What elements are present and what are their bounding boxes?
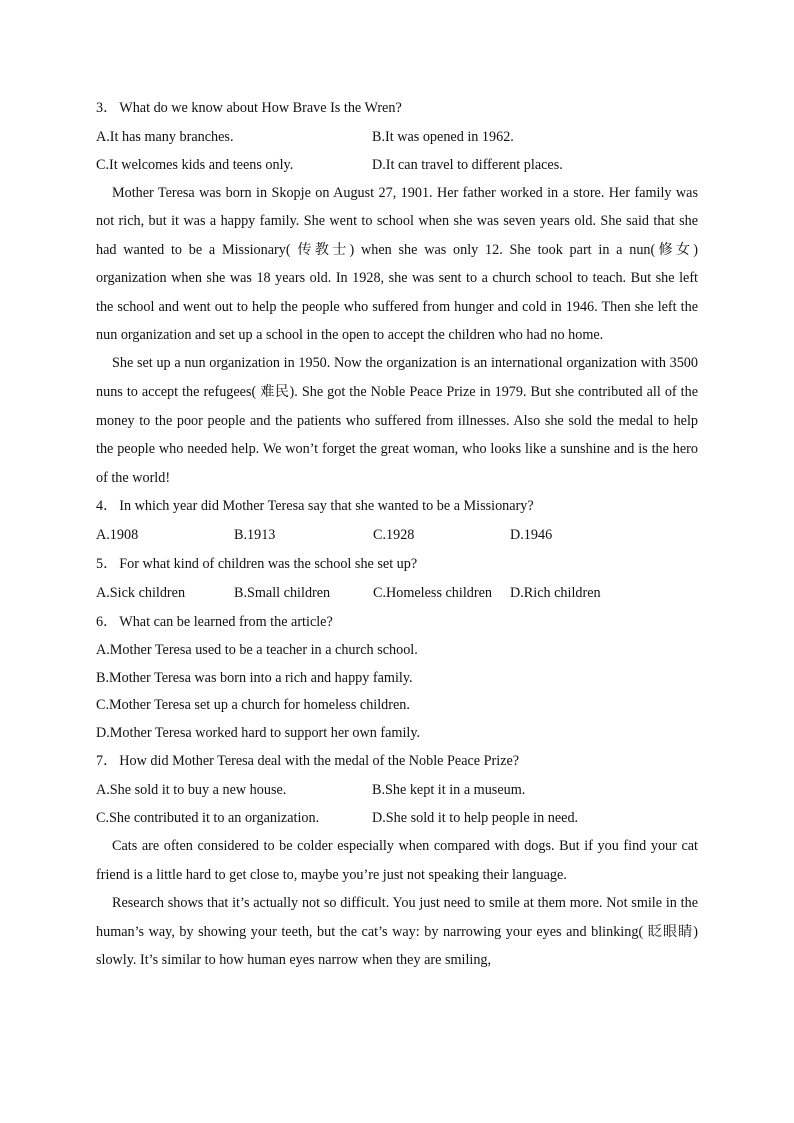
question-number: 6． — [96, 614, 118, 631]
option-a: A.Sick children — [96, 585, 186, 602]
option-c: C.Mother Teresa set up a church for homeless children. — [96, 697, 410, 714]
teresa-paragraph-2: She set up a nun organization in 1950. Now the organization is an international organization with 3500 nuns to accept the refugees( 难民). She got the Noble Peace Prize in 1979. But she contributed all of the money to the poor people and the patients who suffered from illnesses. Also she sold the medal to help the people who needed help. We won’t forget the great woman, who looks like a sunshine and is the hero of the world! — [96, 355, 698, 486]
question-5 — [96, 550, 698, 579]
option-a: A.It has many branches. — [96, 129, 234, 145]
option-a: A.1908 — [96, 527, 139, 544]
option-b: B.She kept it in a museum. — [372, 782, 526, 799]
question-7-options-row-1 — [96, 776, 698, 804]
question-7 — [96, 747, 698, 776]
question-text: What can be learned from the article? — [119, 614, 333, 631]
cats-paragraph-2: Research shows that it’s actually not so difficult. You just need to smile at them more. Not smile in the human’s way, by showing your teeth, but the cat’s way: by narrowing your eyes and blinking( 眨眼睛) slowly. It’s similar to how human eyes narrow when they are smiling, — [96, 895, 698, 969]
question-text: How did Mother Teresa deal with the medal of the Noble Peace Prize? — [119, 753, 520, 770]
teresa-paragraph-1: Mother Teresa was born in Skopje on August 27, 1901. Her father worked in a store. Her family was not rich, but it was a happy family. She went to school when she was seven years old. She said that she had wanted to be a Missionary( 传教士) when she was only 12. She took part in a nun(修女) organization when she was 18 years old. In 1928, she was sent to a church school to teach. But she left the school and went out to help the people who suffered from hunger and cold in 1946. Then she left the nun organization and set up a school in the open to accept the children who had no home. — [96, 185, 698, 344]
content-column — [96, 94, 698, 974]
option-d: D.She sold it to help people in need. — [372, 810, 579, 827]
option-c: C.Homeless children — [373, 585, 492, 602]
option-a: A.Mother Teresa used to be a teacher in a church school. — [96, 642, 418, 659]
question-text: In which year did Mother Teresa say that she wanted to be a Missionary? — [119, 498, 534, 515]
question-number: 4． — [96, 498, 118, 515]
option-c: C.1928 — [373, 527, 415, 544]
option-b: B.1913 — [234, 527, 276, 544]
option-b: B.It was opened in 1962. — [372, 129, 514, 145]
question-text: For what kind of children was the school she set up? — [119, 556, 418, 573]
question-number: 7． — [96, 753, 118, 770]
option-a: A.She sold it to buy a new house. — [96, 782, 287, 799]
question-number: 5． — [96, 556, 118, 573]
option-d: D.It can travel to different places. — [372, 157, 563, 173]
option-b: B.Small children — [234, 585, 331, 602]
question-6 — [96, 608, 698, 637]
question-3-options-row-2 — [96, 151, 698, 179]
question-5-options — [96, 579, 698, 608]
cats-paragraph-1: Cats are often considered to be colder especially when compared with dogs. But if you find your cat friend is a little hard to get close to, maybe you’re just not speaking their language. — [96, 838, 698, 883]
question-4 — [96, 492, 698, 521]
option-d: D.Mother Teresa worked hard to support her own family. — [96, 724, 421, 741]
option-c: C.She contributed it to an organization. — [96, 810, 320, 827]
question-7-options-row-2 — [96, 804, 698, 832]
option-d: D.1946 — [510, 527, 553, 544]
question-3-options-row-1 — [96, 123, 698, 151]
question-4-options — [96, 521, 698, 550]
question-number: 3． — [96, 100, 118, 116]
option-d: D.Rich children — [510, 585, 601, 602]
option-b: B.Mother Teresa was born into a rich and happy family. — [96, 669, 413, 686]
question-text: What do we know about How Brave Is the Wren? — [119, 100, 402, 116]
option-c: C.It welcomes kids and teens only. — [96, 157, 294, 173]
question-3 — [96, 94, 698, 123]
